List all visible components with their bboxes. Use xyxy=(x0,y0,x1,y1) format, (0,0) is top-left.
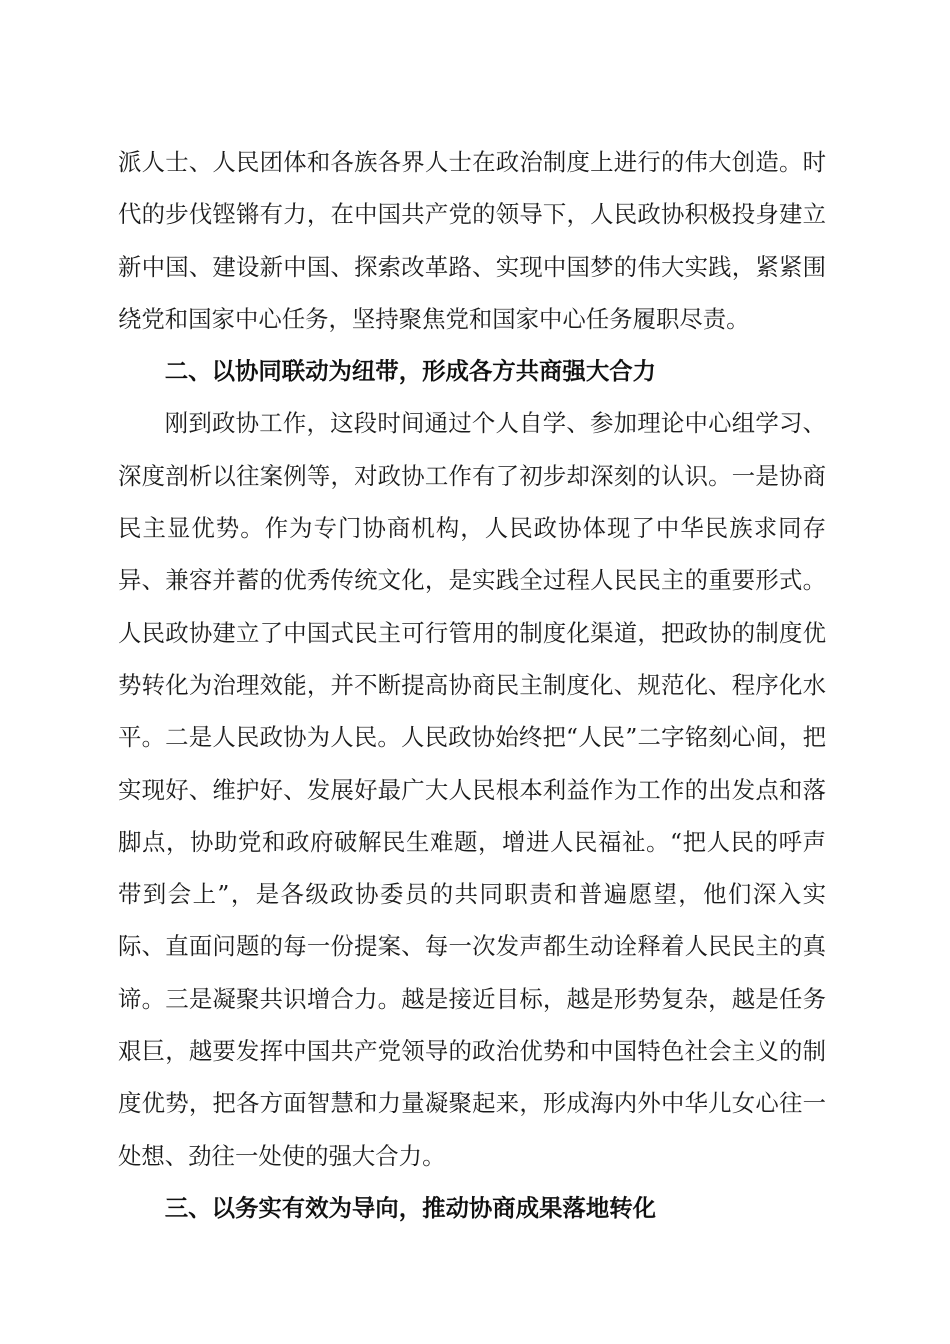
section-2-paragraph: 刚到政协工作，这段时间通过个人自学、参加理论中心组学习、深度剖析以往案例等，对政协工作有了初步却深刻的认识。一是协商民主显优势。作为专门协商机构，人民政协体现了中华民族求同存异、兼容并蓄的优秀传统文化，是实践全过程人民民主的重要形式。人民政协建立了中国式民主可行管用的制度化渠道，把政协的制度优势转化为治理效能，并不断提高协商民主制度化、规范化、程序化水平。二是人民政协为人民。人民政协始终把“人民”二字铭刻心间，把实现好、维护好、发展好最广大人民根本利益作为工作的出发点和落脚点，协助党和政府破解民生难题，增进人民福祉。“把人民的呼声带到会上”，是各级政协委员的共同职责和普遍愿望，他们深入实际、直面问题的每一份提案、每一次发声都生动诠释着人民民主的真谛。三是凝聚共识增合力。越是接近目标，越是形势复杂，越是任务艰巨，越要发挥中国共产党领导的政治优势和中国特色社会主义的制度优势，把各方面智慧和力量凝聚起来，形成海内外中华儿女心往一处想、劲往一处使的强大合力。 xyxy=(118,409,826,1170)
document-page xyxy=(118,136,826,1234)
continued-paragraph: 派人士、人民团体和各族各界人士在政治制度上进行的伟大创造。时代的步伐铿锵有力，在中国共产党的领导下，人民政协积极投身建立新中国、建设新中国、探索改革路、实现中国梦的伟大实践，紧紧围绕党和国家中心任务，坚持聚焦党和国家中心任务履职尽责。 xyxy=(118,148,826,333)
section-heading-3: 三、以务实有效为导向，推动协商成果落地转化 xyxy=(164,1193,656,1222)
section-heading-2: 二、以协同联动为纽带，形成各方共商强大合力 xyxy=(164,357,656,386)
